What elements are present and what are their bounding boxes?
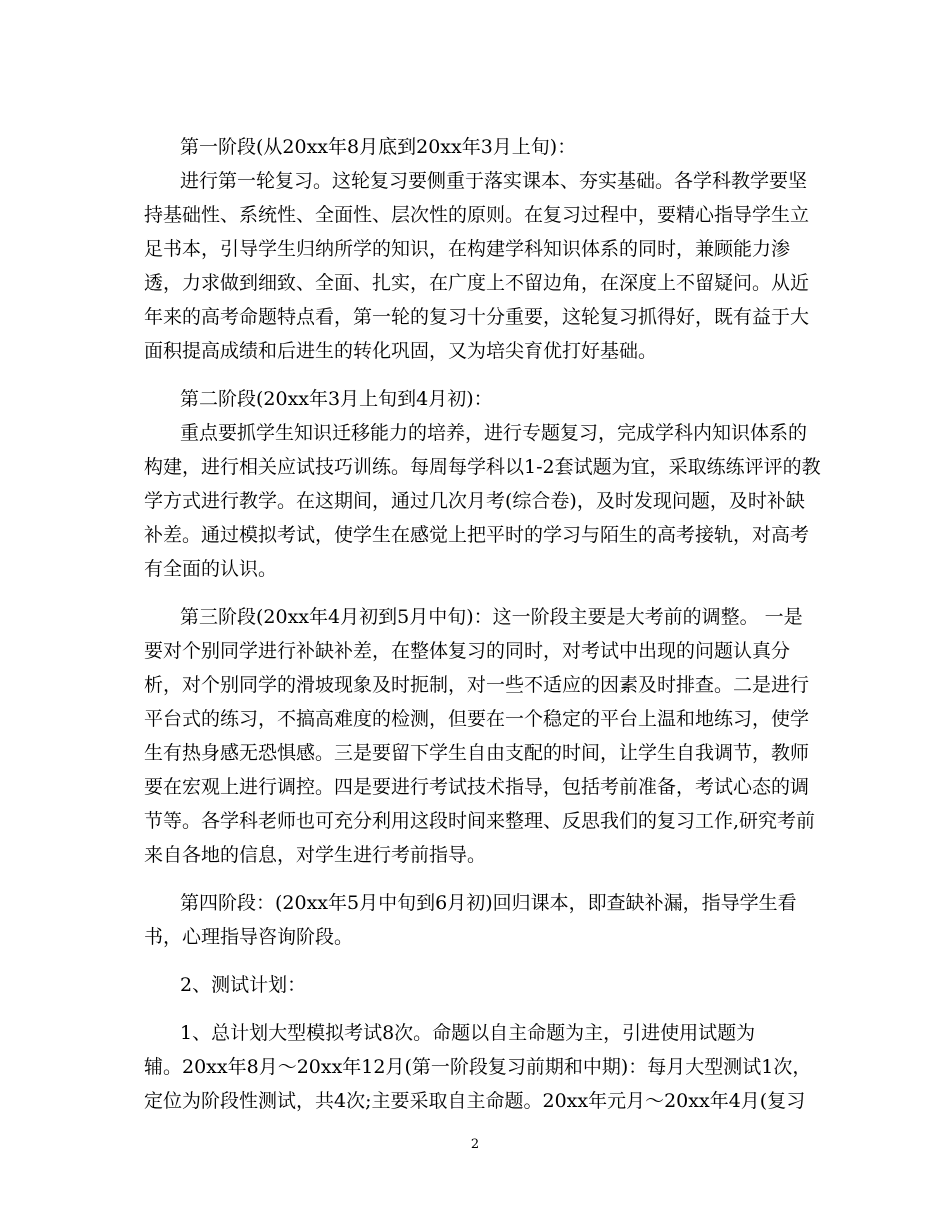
paragraph-line: 生有热身感无恐惧感。三是要留下学生自由支配的时间，让学生自我调节，教师 — [144, 742, 810, 764]
paragraph-line: 有全面的认识。 — [144, 558, 278, 580]
heading-stage-one: 第一阶段(从20xx年8月底到20xx年3月上旬)： — [180, 136, 577, 158]
paragraph-line: 足书本，引导学生归纳所学的知识，在构建学科知识体系的同时，兼顾能力渗 — [144, 238, 791, 260]
paragraph-line: 持基础性、系统性、全面性、层次性的原则。在复习过程中，要精心指导学生立 — [144, 204, 810, 226]
paragraph-line: 要在宏观上进行调控。四是要进行考试技术指导，包括考前准备，考试心态的调 — [144, 776, 810, 798]
heading-stage-two: 第二阶段(20xx年3月上旬到4月初)： — [180, 388, 493, 410]
paragraph-line: 1、总计划大型模拟考试8次。命题以自主命题为主，引进使用试题为 — [180, 1022, 756, 1044]
paragraph-line: 面积提高成绩和后进生的转化巩固，又为培尖育优打好基础。 — [144, 340, 658, 362]
paragraph-line: 节等。各学科老师也可充分利用这段时间来整理、反思我们的复习工作,研究考前 — [144, 810, 816, 832]
page-number: 2 — [470, 1137, 480, 1152]
paragraph-line: 进行第一轮复习。这轮复习要侧重于落实课本、夯实基础。各学科教学要坚 — [180, 170, 808, 192]
heading-test-plan: 2、测试计划： — [180, 974, 307, 996]
paragraph-line: 构建，进行相关应试技巧训练。每周每学科以1-2套试题为宜，采取练练评评的教 — [144, 456, 821, 478]
paragraph-line: 重点要抓学生知识迁移能力的培养，进行专题复习，完成学科内知识体系的 — [180, 422, 808, 444]
paragraph-line: 补差。通过模拟考试，使学生在感觉上把平时的学习与陌生的高考接轨，对高考 — [144, 524, 810, 546]
paragraph-line: 学方式进行教学。在这期间，通过几次月考(综合卷)，及时发现问题，及时补缺 — [144, 490, 805, 512]
paragraph-line: 析，对个别同学的滑坡现象及时扼制，对一些不适应的因素及时排查。二是进行 — [144, 674, 810, 696]
paragraph-line: 来自各地的信息，对学生进行考前指导。 — [144, 844, 487, 866]
heading-stage-four: 第四阶段：(20xx年5月中旬到6月初)回归课本，即查缺补漏，指导学生看 — [180, 892, 797, 914]
paragraph-line: 要对个别同学进行补缺补差，在整体复习的同时，对考试中出现的问题认真分 — [144, 640, 791, 662]
paragraph-line: 定位为阶段性测试，共4次;主要采取自主命题。20xx年元月～20xx年4月(复习 — [144, 1090, 806, 1112]
paragraph-line: 透，力求做到细致、全面、扎实，在广度上不留边角，在深度上不留疑问。从近 — [144, 272, 810, 294]
heading-stage-three: 第三阶段(20xx年4月初到5月中旬)：这一阶段主要是大考前的调整。 一是 — [180, 606, 803, 628]
paragraph-line: 辅。20xx年8月～20xx年12月(第一阶段复习前期和中期)：每月大型测试1次， — [144, 1056, 812, 1078]
paragraph-line: 平台式的练习，不搞高难度的检测，但要在一个稳定的平台上温和地练习，使学 — [144, 708, 810, 730]
paragraph-line: 年来的高考命题特点看，第一轮的复习十分重要，这轮复习抓得好，既有益于大 — [144, 306, 810, 328]
paragraph-line: 书，心理指导咨询阶段。 — [144, 926, 354, 948]
